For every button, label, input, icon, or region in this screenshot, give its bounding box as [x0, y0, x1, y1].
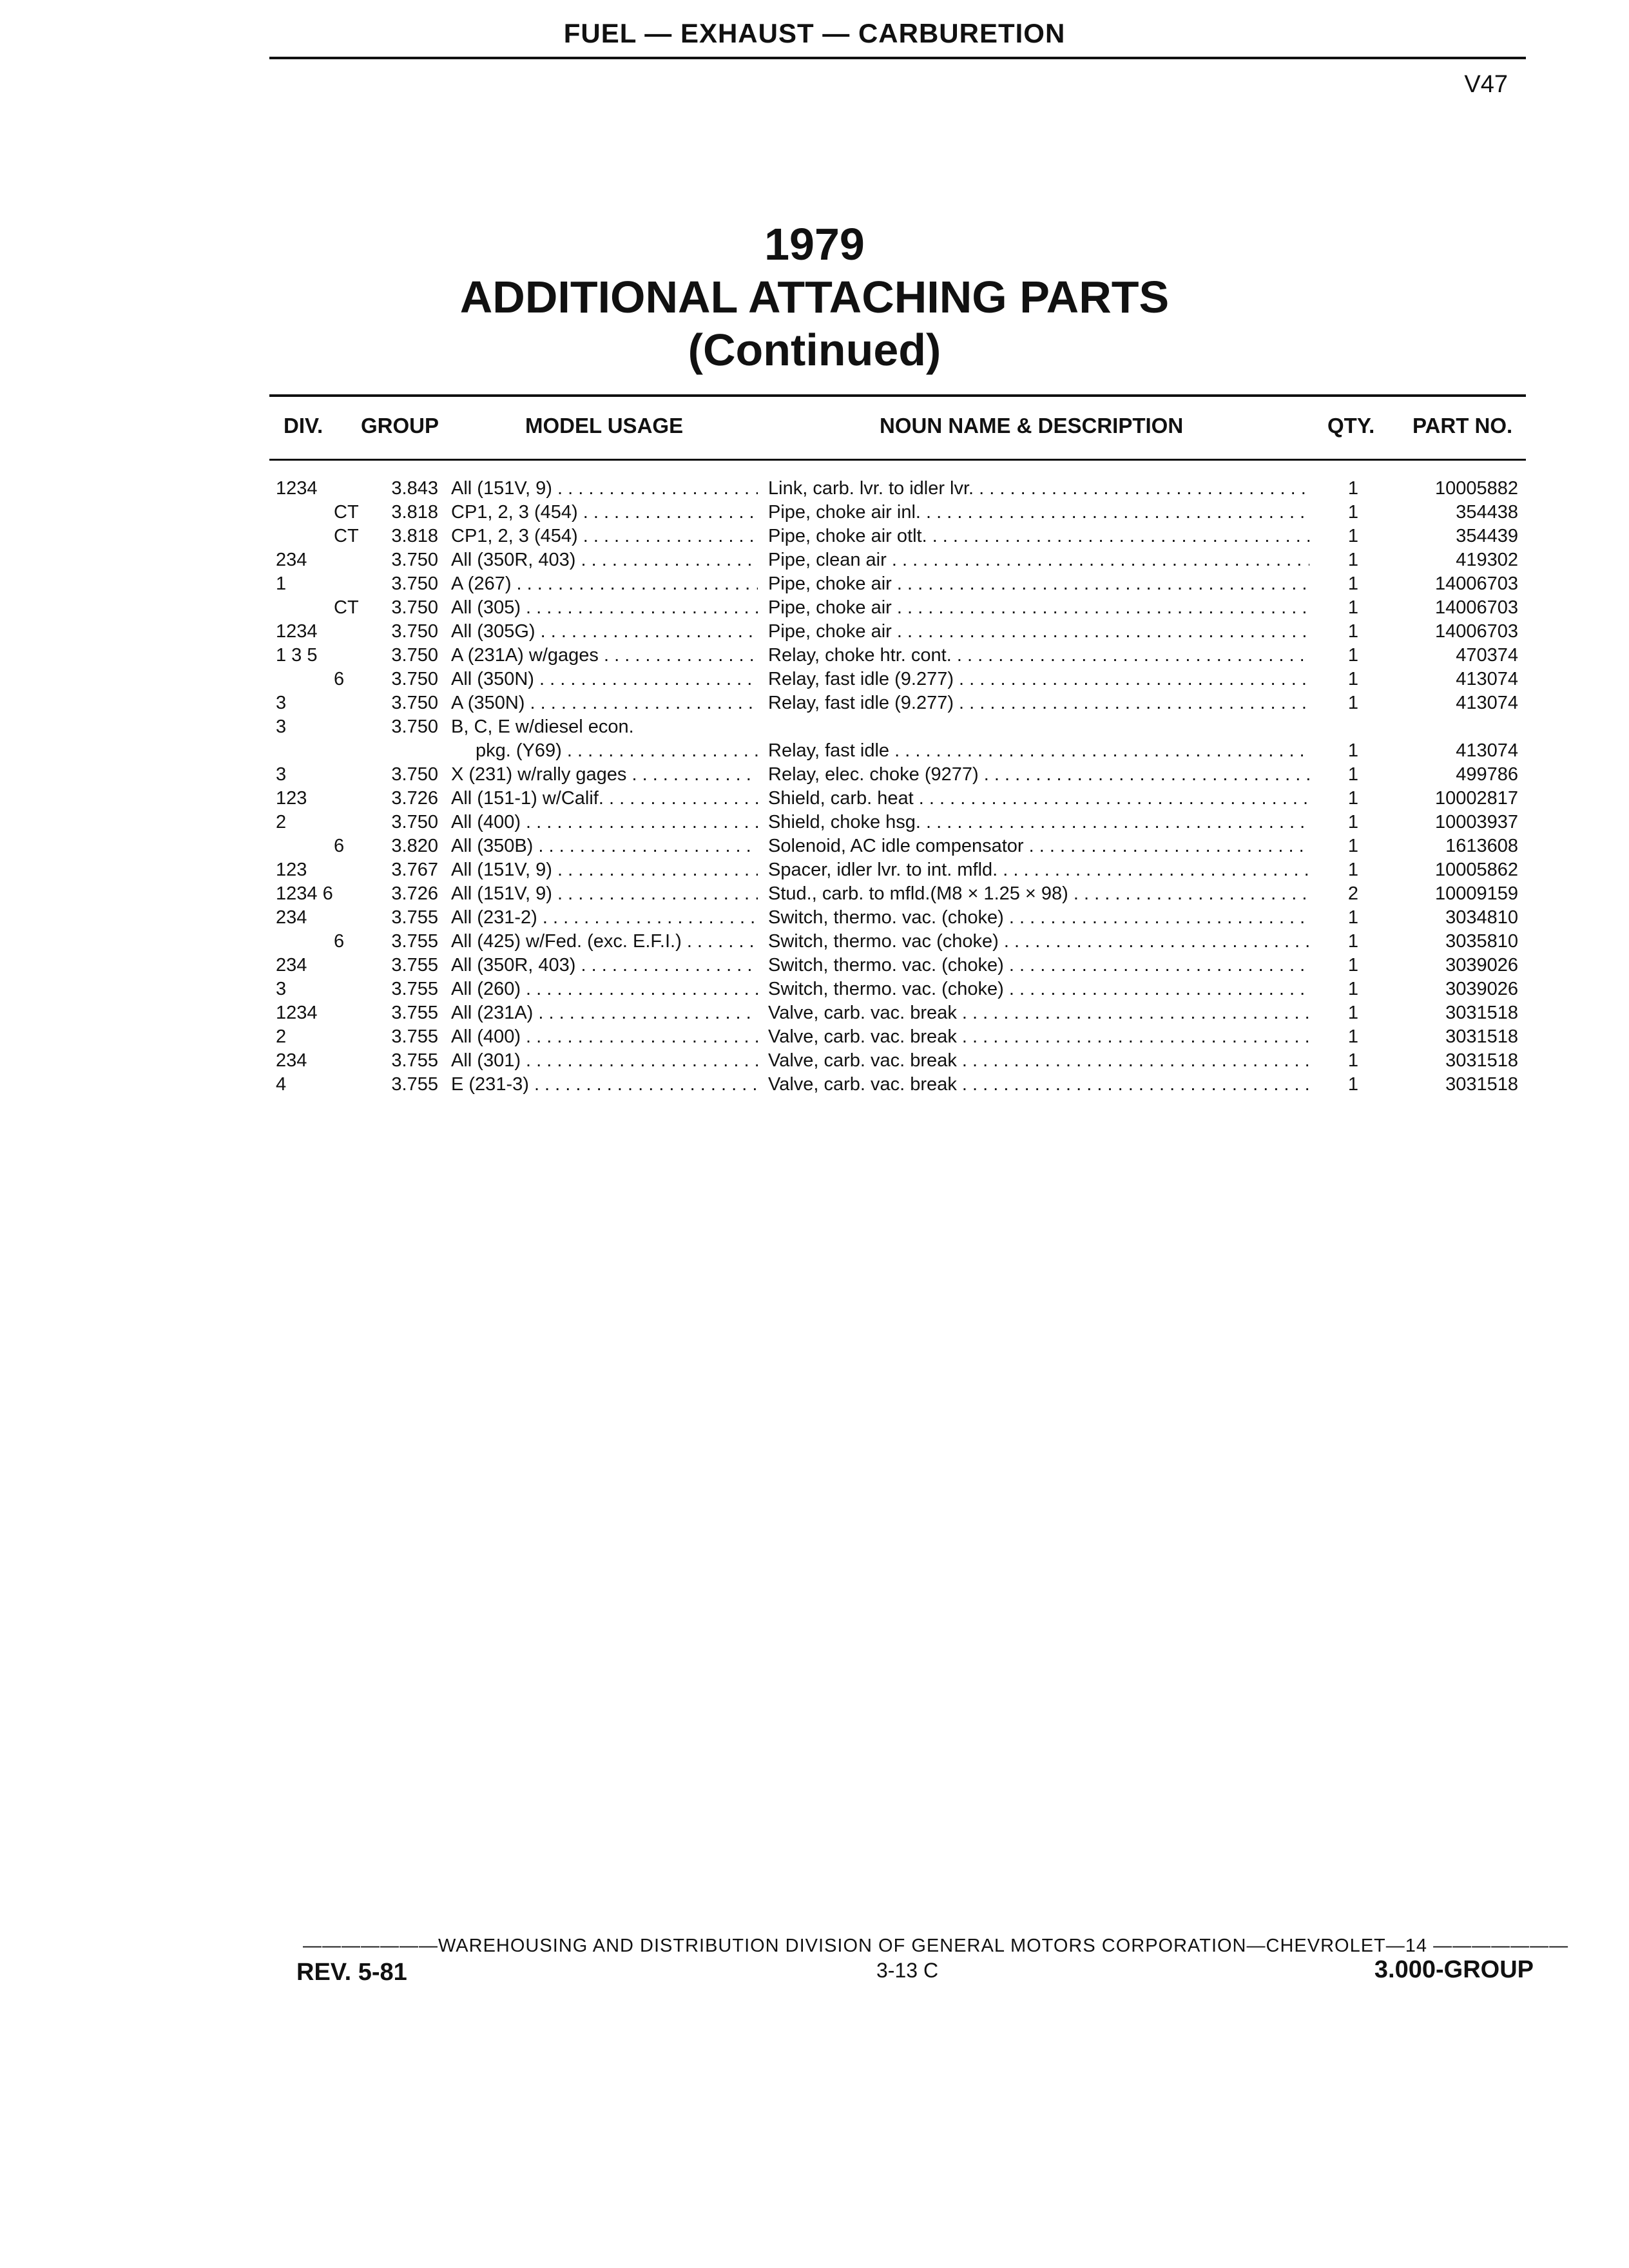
footer-group: 3.000-GROUP: [1374, 1956, 1534, 1983]
row-qty: 1: [1347, 621, 1359, 642]
row-qty: 1: [1347, 812, 1359, 832]
row-qty: 1: [1347, 526, 1359, 546]
table-row: [0, 858, 1629, 881]
row-noun-name: Relay, choke htr. cont. . . .: [768, 644, 1309, 667]
row-group: 3.818: [391, 502, 438, 523]
row-div: 1234: [276, 478, 318, 499]
row-model-usage: All (350B) . . .: [451, 834, 758, 858]
footer-revision: REV. 5-81: [296, 1959, 407, 1986]
title-line-2: (Continued): [688, 325, 941, 375]
row-div: CT: [334, 597, 359, 618]
row-qty: 1: [1347, 907, 1359, 928]
row-model-usage: All (301) . . .: [451, 1049, 758, 1072]
row-part-number: 3031518: [1445, 1074, 1518, 1095]
row-div: 1234: [276, 621, 318, 642]
table-row: [0, 834, 1629, 858]
row-part-number: 470374: [1456, 645, 1518, 666]
row-model-usage: A (350N) . . .: [451, 691, 758, 715]
row-part-number: 10003937: [1434, 812, 1518, 832]
row-group: 3.755: [391, 1074, 438, 1095]
row-part-number: 1613608: [1445, 836, 1518, 856]
row-model-usage: All (305) . . .: [451, 596, 758, 619]
row-model-usage: A (267) . . .: [451, 572, 758, 595]
row-part-number: 10005862: [1434, 860, 1518, 880]
row-div: 234: [276, 550, 307, 570]
row-part-number: 499786: [1456, 764, 1518, 785]
table-row: [0, 1001, 1629, 1024]
row-div: 3: [276, 764, 287, 785]
row-group: 3.750: [391, 716, 438, 737]
row-div: 234: [276, 1050, 307, 1071]
row-div: 3: [276, 979, 287, 999]
row-noun-name: Solenoid, AC idle compensator . . .: [768, 834, 1309, 858]
row-div: 6: [334, 931, 345, 952]
table-row: [0, 548, 1629, 572]
row-model-usage: All (151V, 9) . . .: [451, 882, 758, 905]
row-noun-name: Pipe, choke air otlt. . . .: [768, 524, 1309, 548]
row-model-usage: All (260) . . .: [451, 977, 758, 1001]
col-header-part: PART NO.: [1412, 414, 1513, 437]
row-qty: 1: [1347, 597, 1359, 618]
row-noun-name: Valve, carb. vac. break . . .: [768, 1025, 1309, 1048]
row-div: 2: [276, 812, 287, 832]
row-group: 3.750: [391, 573, 438, 594]
row-qty: 1: [1347, 764, 1359, 785]
table-header-rule: [269, 459, 1526, 461]
row-part-number: 354439: [1456, 526, 1518, 546]
row-div: 1234: [276, 1003, 318, 1023]
row-noun-name: Pipe, choke air . . .: [768, 572, 1309, 595]
table-row: [0, 596, 1629, 619]
row-group: 3.755: [391, 931, 438, 952]
table-row: [0, 715, 1629, 738]
row-noun-name: Relay, fast idle (9.277) . . .: [768, 691, 1309, 715]
page-code: V47: [1464, 71, 1508, 98]
row-div: 1: [276, 573, 287, 594]
row-noun-name: Relay, elec. choke (9277) . . .: [768, 763, 1309, 786]
row-div: 234: [276, 907, 307, 928]
row-qty: 1: [1347, 860, 1359, 880]
row-group: 3.818: [391, 526, 438, 546]
row-model-usage: All (151V, 9) . . .: [451, 858, 758, 881]
row-noun-name: Pipe, choke air . . .: [768, 620, 1309, 643]
row-model-usage: All (151V, 9) . . .: [451, 477, 758, 500]
row-group: 3.750: [391, 693, 438, 713]
table-row: [0, 954, 1629, 977]
table-row: [0, 739, 1629, 762]
row-qty: 1: [1347, 550, 1359, 570]
row-qty: 2: [1347, 883, 1359, 904]
table-row: [0, 501, 1629, 524]
col-header-group: GROUP: [361, 414, 439, 437]
row-noun-name: Switch, thermo. vac (choke) . . .: [768, 930, 1309, 953]
row-div: 6: [334, 836, 345, 856]
row-model-usage: All (400) . . .: [451, 1025, 758, 1048]
row-model-usage: All (231A) . . .: [451, 1001, 758, 1024]
row-model-usage: All (425) w/Fed. (exc. E.F.I.) . . .: [451, 930, 758, 953]
row-part-number: 413074: [1456, 693, 1518, 713]
row-noun-name: Shield, carb. heat . . .: [768, 787, 1309, 810]
row-div: CT: [334, 526, 359, 546]
row-div: 4: [276, 1074, 287, 1095]
row-part-number: 10002817: [1434, 788, 1518, 809]
table-row: [0, 477, 1629, 500]
row-part-number: 10009159: [1434, 883, 1518, 904]
row-noun-name: Valve, carb. vac. break . . .: [768, 1001, 1309, 1024]
row-noun-name: Relay, fast idle (9.277) . . .: [768, 668, 1309, 691]
row-group: 3.750: [391, 669, 438, 689]
row-part-number: 354438: [1456, 502, 1518, 523]
col-header-model: MODEL USAGE: [525, 414, 684, 437]
table-row: [0, 668, 1629, 691]
col-header-div: DIV.: [284, 414, 323, 437]
row-noun-name: Pipe, choke air inl. . . .: [768, 501, 1309, 524]
table-row: [0, 930, 1629, 953]
row-model-usage: All (350N) . . .: [451, 668, 758, 691]
row-div: 3: [276, 716, 287, 737]
row-qty: 1: [1347, 1026, 1359, 1047]
row-qty: 1: [1347, 478, 1359, 499]
row-qty: 1: [1347, 740, 1359, 761]
row-model-usage: CP1, 2, 3 (454) . . .: [451, 501, 758, 524]
row-part-number: 14006703: [1434, 573, 1518, 594]
row-group: 3.755: [391, 1026, 438, 1047]
row-model-usage: All (151-1) w/Calif. . . .: [451, 787, 758, 810]
row-group: 3.750: [391, 812, 438, 832]
row-noun-name: Pipe, choke air . . .: [768, 596, 1309, 619]
row-div: 1234 6: [276, 883, 333, 904]
row-part-number: 413074: [1456, 669, 1518, 689]
row-qty: 1: [1347, 669, 1359, 689]
row-noun-name: Pipe, clean air . . .: [768, 548, 1309, 572]
row-part-number: 10005882: [1434, 478, 1518, 499]
row-div: 3: [276, 693, 287, 713]
row-noun-name: Link, carb. lvr. to idler lvr. . . .: [768, 477, 1309, 500]
title-year: 1979: [764, 219, 865, 269]
row-noun-name: Switch, thermo. vac. (choke) . . .: [768, 977, 1309, 1001]
row-group: 3.750: [391, 645, 438, 666]
header-rule: [269, 57, 1526, 59]
row-qty: 1: [1347, 1074, 1359, 1095]
running-head: FUEL — EXHAUST — CARBURETION: [563, 18, 1066, 48]
row-qty: 1: [1347, 645, 1359, 666]
row-group: 3.755: [391, 979, 438, 999]
row-noun-name: Switch, thermo. vac. (choke) . . .: [768, 954, 1309, 977]
row-noun-name: Relay, fast idle . . .: [768, 739, 1309, 762]
row-div: 123: [276, 860, 307, 880]
row-part-number: 3031518: [1445, 1050, 1518, 1071]
table-row: [0, 1049, 1629, 1072]
table-row: [0, 1073, 1629, 1096]
row-group: 3.726: [391, 883, 438, 904]
row-qty: 1: [1347, 573, 1359, 594]
row-part-number: 3039026: [1445, 979, 1518, 999]
row-div: 2: [276, 1026, 287, 1047]
row-group: 3.755: [391, 955, 438, 975]
row-group: 3.755: [391, 1003, 438, 1023]
row-noun-name: Valve, carb. vac. break . . .: [768, 1073, 1309, 1096]
row-part-number: 14006703: [1434, 621, 1518, 642]
row-noun-name: Stud., carb. to mfld.(M8 × 1.25 × 98) . . .: [768, 882, 1309, 905]
row-model-usage: pkg. (Y69) . . .: [476, 739, 758, 762]
row-part-number: 3031518: [1445, 1026, 1518, 1047]
row-group: 3.820: [391, 836, 438, 856]
page-title: [0, 218, 1629, 376]
row-qty: 1: [1347, 836, 1359, 856]
row-model-usage: All (400) . . .: [451, 811, 758, 834]
row-model-usage: A (231A) w/gages . . .: [451, 644, 758, 667]
row-group: 3.750: [391, 597, 438, 618]
table-row: [0, 811, 1629, 834]
row-div: 234: [276, 955, 307, 975]
row-group: 3.767: [391, 860, 438, 880]
row-noun-name: Shield, choke hsg. . . .: [768, 811, 1309, 834]
row-div: CT: [334, 502, 359, 523]
row-model-usage: All (305G) . . .: [451, 620, 758, 643]
row-model-usage: All (231-2) . . .: [451, 906, 758, 929]
row-noun-name: Spacer, idler lvr. to int. mfld. . . .: [768, 858, 1309, 881]
table-row: [0, 644, 1629, 667]
row-group: 3.755: [391, 1050, 438, 1071]
row-part-number: 3039026: [1445, 955, 1518, 975]
row-part-number: 3031518: [1445, 1003, 1518, 1023]
row-qty: 1: [1347, 788, 1359, 809]
row-qty: 1: [1347, 1050, 1359, 1071]
footer-page-number: 3-13 C: [876, 1959, 939, 1982]
row-group: 3.726: [391, 788, 438, 809]
row-part-number: 14006703: [1434, 597, 1518, 618]
row-group: 3.750: [391, 621, 438, 642]
row-part-number: 419302: [1456, 550, 1518, 570]
table-row: [0, 882, 1629, 905]
row-noun-name: Valve, carb. vac. break . . .: [768, 1049, 1309, 1072]
table-row: [0, 1025, 1629, 1048]
row-part-number: 3034810: [1445, 907, 1518, 928]
row-group: 3.750: [391, 550, 438, 570]
table-row: [0, 763, 1629, 786]
row-part-number: 413074: [1456, 740, 1518, 761]
row-qty: 1: [1347, 979, 1359, 999]
row-model-usage: B, C, E w/diesel econ.: [451, 716, 634, 737]
table-row: [0, 691, 1629, 715]
table-row: [0, 787, 1629, 810]
row-part-number: 3035810: [1445, 931, 1518, 952]
row-group: 3.755: [391, 907, 438, 928]
table-row: [0, 524, 1629, 548]
table-top-rule: [269, 394, 1526, 397]
row-qty: 1: [1347, 955, 1359, 975]
table-row: [0, 572, 1629, 595]
row-div: 6: [334, 669, 345, 689]
row-group: 3.843: [391, 478, 438, 499]
row-qty: 1: [1347, 1003, 1359, 1023]
row-div: 123: [276, 788, 307, 809]
row-qty: 1: [1347, 693, 1359, 713]
table-row: [0, 620, 1629, 643]
row-model-usage: X (231) w/rally gages . . .: [451, 763, 758, 786]
col-header-noun: NOUN NAME & DESCRIPTION: [880, 414, 1184, 437]
row-div: 1 3 5: [276, 645, 318, 666]
col-header-qty: QTY.: [1327, 414, 1375, 437]
footer-publisher-line: ———————WAREHOUSING AND DISTRIBUTION DIVISION OF GENERAL MOTORS CORPORATION—CHEVROLET—14 ———————: [303, 1936, 1569, 1956]
table-row: [0, 977, 1629, 1001]
row-qty: 1: [1347, 502, 1359, 523]
row-group: 3.750: [391, 764, 438, 785]
title-line-1: ADDITIONAL ATTACHING PARTS: [459, 272, 1170, 322]
row-model-usage: CP1, 2, 3 (454) . . .: [451, 524, 758, 548]
row-model-usage: All (350R, 403) . . .: [451, 548, 758, 572]
row-noun-name: Switch, thermo. vac. (choke) . . .: [768, 906, 1309, 929]
table-row: [0, 906, 1629, 929]
row-qty: 1: [1347, 931, 1359, 952]
row-model-usage: All (350R, 403) . . .: [451, 954, 758, 977]
row-model-usage: E (231-3) . . .: [451, 1073, 758, 1096]
